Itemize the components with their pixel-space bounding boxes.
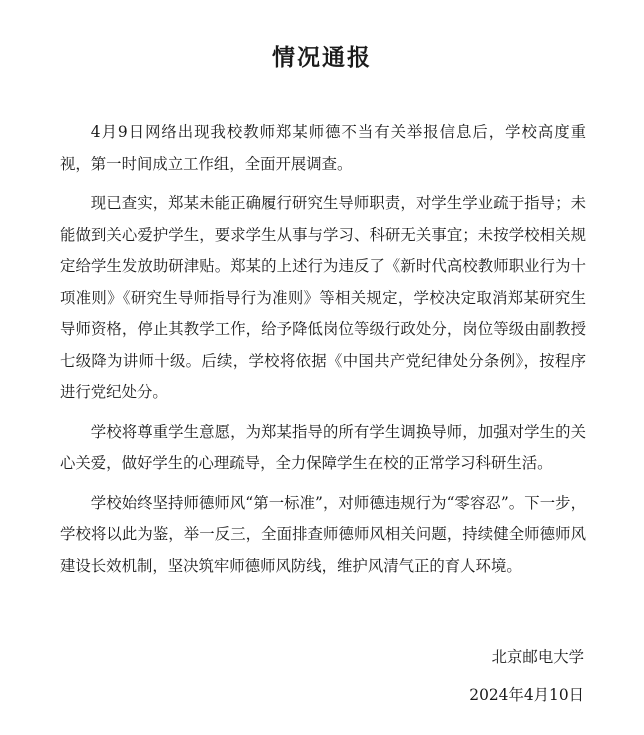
paragraph-2: 现已查实，郑某未能正确履行研究生导师职责，对学生学业疏于指导；未能做到关心爱护学生，要求学生从事与学习、科研无关事宜；未按学校相关规定给学生发放助研津贴。郑某的上述行为违反了《新时代高校教师职业行为十项准则》《研究生导师指导行为准则》等相关规定，学校决定取消郑某研究生导师资格，停止其教学工作，给予降低岗位等级行政处分，岗位等级由副教授七级降为讲师十级。后续，学校将依据《中国共产党纪律处分条例》，按程序进行党纪处分。 bbox=[60, 194, 586, 401]
paragraph-3: 学校将尊重学生意愿，为郑某指导的所有学生调换导师，加强对学生的关心关爱，做好学生的心理疏导，全力保障学生在校的正常学习科研生活。 bbox=[60, 422, 586, 472]
signature-date: 2024年4月10日 bbox=[469, 686, 584, 704]
document-body bbox=[60, 117, 586, 582]
document-title: 情况通报 bbox=[272, 44, 372, 71]
paragraph-4: 学校始终坚持师德师风“第一标准”，对师德违规行为“零容忍”。下一步，学校将以此为鉴，举一反三，全面排查师德师风相关问题，持续健全师德师风建设长效机制，坚决筑牢师德师风防线，维护风清气正的育人环境。 bbox=[60, 493, 586, 575]
signature-organization: 北京邮电大学 bbox=[491, 648, 584, 666]
paragraph-1: 4月9日网络出现我校教师郑某师德不当有关举报信息后，学校高度重视，第一时间成立工作组，全面开展调查。 bbox=[60, 123, 586, 173]
